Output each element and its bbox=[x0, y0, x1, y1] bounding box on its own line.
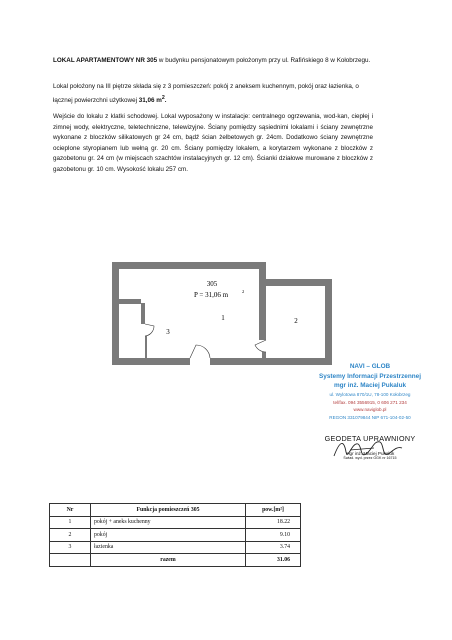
stamp-line2: Systemy Informacji Przestrzennej bbox=[319, 372, 421, 380]
description-intro bbox=[53, 56, 373, 67]
row-nr: 3 bbox=[50, 541, 91, 554]
plan-area-sup: 2 bbox=[242, 289, 245, 294]
description-installations bbox=[53, 112, 373, 176]
surveyor-title: GEODETA UPRAWNIONY bbox=[324, 434, 416, 443]
wall-bathroom-side bbox=[141, 303, 145, 324]
floor-plan bbox=[112, 262, 332, 367]
row-function: łazienka bbox=[91, 541, 246, 554]
unit-location: w budynku pensjonatowym położonym przy ul. Rafińskiego 8 w Kołobrzegu. bbox=[158, 57, 371, 64]
row-function: pokój bbox=[91, 529, 246, 542]
signature-image bbox=[330, 436, 410, 462]
stamp-company: NAVI – GLOB bbox=[349, 363, 391, 370]
plan-area-label: P = 31,06 m bbox=[194, 291, 229, 299]
stamp-web: www.naviglob.pl bbox=[353, 407, 387, 413]
plan-unit-number: 305 bbox=[206, 280, 218, 288]
wall-outer-1 bbox=[112, 262, 266, 365]
door-bathroom bbox=[145, 324, 154, 336]
total-value: 31.06 bbox=[246, 554, 301, 567]
rooms-table bbox=[49, 503, 301, 567]
stamp-line3: mgr inż. Maciej Pukaluk bbox=[333, 382, 407, 390]
wall-bottom-left bbox=[112, 358, 190, 365]
total-area-sup: 2 bbox=[161, 94, 165, 101]
table-row bbox=[50, 516, 301, 529]
table-header-row bbox=[50, 504, 301, 517]
row-area: 18.22 bbox=[246, 516, 301, 529]
table-total-row bbox=[50, 554, 301, 567]
stamp-phone: tel/fax. 094 3556915, 0 606 271 234 bbox=[333, 399, 407, 405]
room-label-1: 1 bbox=[221, 314, 225, 322]
wall-bathroom-bottom bbox=[145, 336, 147, 358]
room-label-3: 3 bbox=[166, 328, 170, 336]
total-area: 31,06 $m^2$. bbox=[138, 94, 167, 104]
wall-bottom-mid bbox=[210, 358, 266, 365]
layout-text: Lokal położony na III piętrze składa się z 3 pomieszczeń: pokój z aneksem kuchennym, pokój oraz łazienka, o łącznej powierzchni użytkowej bbox=[53, 83, 359, 104]
door-room2 bbox=[255, 340, 266, 352]
wall-room2 bbox=[266, 279, 332, 365]
company-stamp bbox=[300, 362, 440, 422]
col-nr: Nr bbox=[50, 504, 91, 517]
room-label-2: 2 bbox=[294, 317, 298, 325]
row-nr: 1 bbox=[50, 516, 91, 529]
col-area: pow.[m²] bbox=[246, 504, 301, 517]
table-row bbox=[50, 529, 301, 542]
unit-title: LOKAL APARTAMENTOWY NR 305 bbox=[53, 57, 158, 64]
surveyor-license: Świad. wyd. przez GGK nr 16715 bbox=[343, 456, 397, 460]
stamp-ids: REGON 331079844 NIP 671-104-02-50 bbox=[329, 415, 411, 421]
stamp-address: ul. Wylotowa 870/1U, 78-100 Kołobrzeg bbox=[329, 391, 411, 397]
wall-partition-low bbox=[262, 352, 266, 358]
total-area-value: 31,06 m bbox=[138, 96, 162, 104]
total-empty bbox=[50, 554, 91, 567]
door-entrance bbox=[190, 345, 210, 358]
installations-text: Wejście do lokalu z klatki schodowej. Lokal wyposażony w instalacje: centralnego ogrzewania, wod-kan, ciepłej i zimnej wody, elektryczne, teletechniczne, telewizyjne. Ściany pomiędzy sąsiednimi lokalami i ściany zewnętrzne wykonane z bloczków silikatowych gr 24 cm, bądź ścian żelbetowych gr. 24cm. Dodatkowo ściany zewnętrzne ocieplone styropianem lub wełną gr. 20 cm. Ściany pomiędzy lokalem, a korytarzem wykonane z bloczków z gazobetonu gr. 24 cm (w miejscach szachtów instalacyjnych gr. 12 cm). Ścianki działowe murowane z bloczków z gazobetonu gr. 10 cm. Wysokość lokalu 257 cm. bbox=[53, 113, 373, 173]
table-row bbox=[50, 541, 301, 554]
row-function: pokój + aneks kuchenny bbox=[91, 516, 246, 529]
wall-partition bbox=[259, 304, 266, 340]
row-area: 3.74 bbox=[246, 541, 301, 554]
row-nr: 2 bbox=[50, 529, 91, 542]
description-layout bbox=[53, 82, 373, 106]
surveyor-name: mgr inż. Maciej Pukaluk bbox=[345, 451, 395, 456]
row-area: 9.10 bbox=[246, 529, 301, 542]
total-label: razem bbox=[91, 554, 246, 567]
plan-doors bbox=[145, 324, 266, 358]
col-function: Funkcja pomieszczeń 305 bbox=[91, 504, 246, 517]
